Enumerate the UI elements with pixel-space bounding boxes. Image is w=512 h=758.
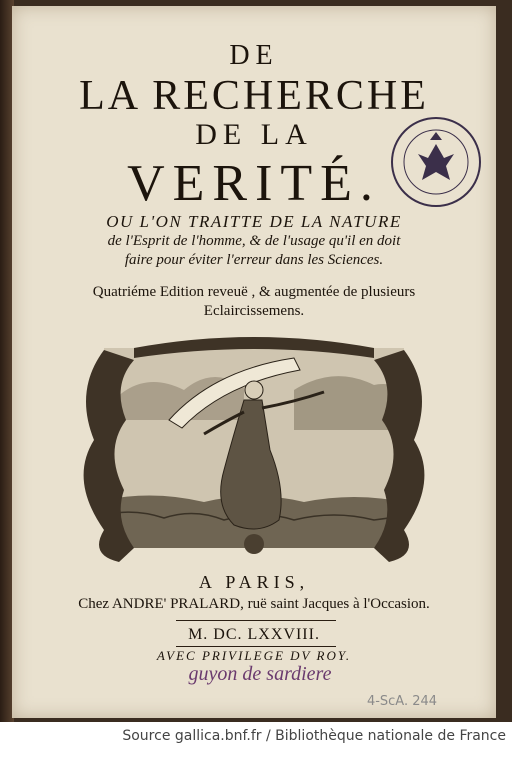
rule-bottom [176, 646, 336, 647]
source-caption: Source gallica.bnf.fr / Bibliothèque nationale de France [122, 728, 506, 744]
crown-icon [430, 132, 442, 140]
edition-line-2: Eclaircissemens. [203, 303, 305, 319]
handwritten-signature: guyon de sardiere [188, 663, 332, 685]
edition-line-1: Quatriéme Edition reveuë , & augmentée de plusieurs [92, 284, 416, 300]
subtitle-line-2: de l'Esprit de l'homme, & de l'usage qu'il en doit [107, 233, 401, 249]
title-line-recherche: LA RECHERCHE [79, 73, 429, 119]
engraving-illustration [74, 330, 434, 566]
imprint-date: M. DC. LXXVIII. [188, 626, 320, 643]
engraving-globe [244, 534, 264, 554]
library-stamp [388, 114, 484, 210]
imprint-publisher: Chez ANDRE' PRALARD, ruë saint Jacques à l'Occasion. [78, 596, 430, 612]
imprint-city: A PARIS, [198, 572, 310, 592]
title-line-verite: VERITÉ. [127, 155, 381, 212]
subtitle-line-3: faire pour éviter l'erreur dans les Sciences. [124, 252, 384, 268]
engraving-figure-head [245, 381, 263, 399]
eagle-emblem-icon [418, 144, 454, 180]
title-line-de: DE [229, 40, 279, 71]
shelfmark-annotation: 4-ScA. 244 [366, 694, 438, 709]
rule-top [176, 620, 336, 621]
imprint-privilege: AVEC PRIVILEGE DV ROY. [156, 648, 352, 663]
title-line-de-la: DE LA [195, 118, 313, 151]
subtitle-line-1: OU L'ON TRAITTE DE LA NATURE [106, 212, 402, 231]
title-page [12, 6, 496, 718]
